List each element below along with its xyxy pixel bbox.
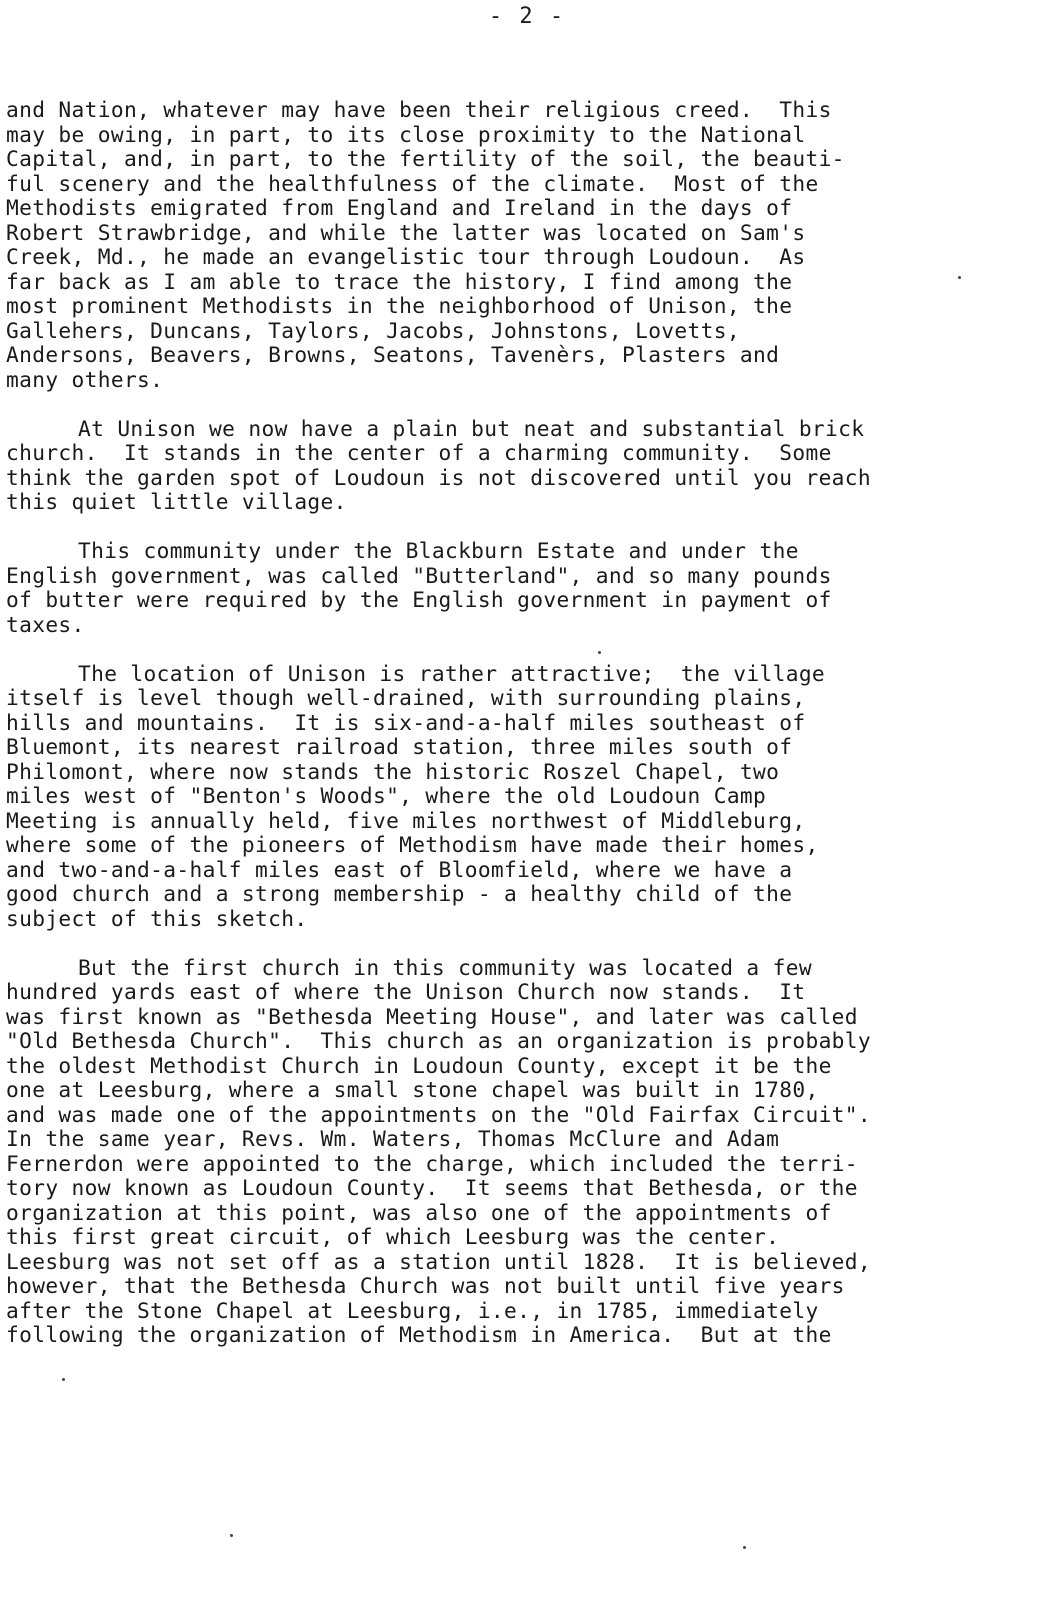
scan-speck (230, 1534, 233, 1537)
text-line: the oldest Methodist Church in Loudoun County, except it be the (6, 1052, 832, 1078)
text-line: But the first church in this community was located a few (78, 954, 812, 980)
body-text (6, 98, 1046, 1372)
scan-speck (62, 1378, 65, 1381)
text-line: The location of Unison is rather attractive; the village (78, 660, 826, 686)
text-line: was first known as "Bethesda Meeting House", and later was called (6, 1003, 858, 1029)
text-line: Robert Strawbridge, and while the latter was located on Sam's (6, 219, 806, 245)
text-line: Bluemont, its nearest railroad station, three miles south of (6, 734, 793, 759)
text-line: In the same year, Revs. Wm. Waters, Thomas McClure and Adam (6, 1126, 780, 1151)
text-line: most prominent Methodists in the neighborhood of Unison, the (6, 293, 793, 318)
text-line: think the garden spot of Loudoun is not discovered until you reach (6, 464, 871, 490)
paragraph-5 (6, 956, 1046, 1348)
text-line: good church and a strong membership - a healthy child of the (6, 881, 793, 906)
text-line: far back as I am able to trace the history, I find among the (6, 268, 793, 294)
text-line: and two-and-a-half miles east of Bloomfield, where we have a (6, 856, 793, 882)
text-line: tory now known as Loudoun County. It seems that Bethesda, or the (6, 1175, 858, 1200)
text-line: This community under the Blackburn Estate and under the (78, 538, 799, 563)
text-line: many others. (6, 366, 164, 392)
text-line: At Unison we now have a plain but neat and substantial brick (78, 415, 865, 441)
text-line: hundred yards east of where the Unison Church now stands. It (6, 979, 806, 1004)
text-line: organization at this point, was also one of the appointments of (6, 1199, 832, 1225)
text-line: ful scenery and the healthfulness of the climate. Most of the (6, 170, 819, 196)
text-line: taxes. (6, 611, 85, 637)
text-line: Meeting is annually held, five miles northwest of Middleburg, (6, 807, 806, 833)
paragraph-3 (6, 539, 1046, 637)
text-line: "Old Bethesda Church". This church as an organization is probably (6, 1028, 871, 1053)
text-line: Leesburg was not set off as a station until 1828. It is believed, (6, 1248, 871, 1274)
scan-speck (598, 651, 601, 654)
text-line: hills and mountains. It is six-and-a-half miles southeast of (6, 709, 806, 735)
text-line: this quiet little village. (6, 489, 347, 514)
text-line: of butter were required by the English government in payment of (6, 587, 832, 612)
text-line: Philomont, where now stands the historic Roszel Chapel, two (6, 758, 780, 784)
text-line: Gallehers, Duncans, Taylors, Jacobs, Johnstons, Lovetts, (6, 317, 740, 343)
text-line: itself is level though well-drained, with surrounding plains, (6, 685, 806, 710)
text-line: Fernerdon were appointed to the charge, which included the terri- (6, 1150, 858, 1176)
paragraph-2 (6, 417, 1046, 515)
text-line: Creek, Md., he made an evangelistic tour through Loudoun. As (6, 244, 806, 269)
text-line: this first great circuit, of which Leesburg was the center. (6, 1224, 780, 1249)
text-line: Methodists emigrated from England and Ireland in the days of (6, 195, 793, 220)
text-line: one at Leesburg, where a small stone chapel was built in 1780, (6, 1077, 819, 1102)
text-line: however, that the Bethesda Church was not built until five years (6, 1273, 845, 1298)
text-line: where some of the pioneers of Methodism have made their homes, (6, 832, 819, 857)
scan-speck (743, 1546, 746, 1549)
text-line: subject of this sketch. (6, 905, 308, 931)
text-line: after the Stone Chapel at Leesburg, i.e., in 1785, immediately (6, 1297, 819, 1323)
text-line: Capital, and, in part, to the fertility of the soil, the beauti- (6, 146, 845, 171)
text-line: English government, was called "Butterland", and so many pounds (6, 562, 832, 588)
text-line: Andersons, Beavers, Browns, Seatons, Tavenèrs, Plasters and (6, 342, 780, 367)
text-line: and Nation, whatever may have been their religious creed. This (6, 97, 832, 122)
page-number: - 2 - (488, 4, 566, 29)
text-line: following the organization of Methodism in America. But at the (6, 1322, 832, 1347)
text-line: church. It stands in the center of a charming community. Some (6, 440, 832, 465)
text-line: and was made one of the appointments on the "Old Fairfax Circuit". (6, 1101, 871, 1127)
paragraph-1 (6, 98, 1046, 392)
text-line: miles west of "Benton's Woods", where the old Loudoun Camp (6, 783, 767, 808)
scan-speck (958, 276, 961, 279)
text-line: may be owing, in part, to its close proximity to the National (6, 121, 806, 147)
paragraph-4 (6, 662, 1046, 932)
